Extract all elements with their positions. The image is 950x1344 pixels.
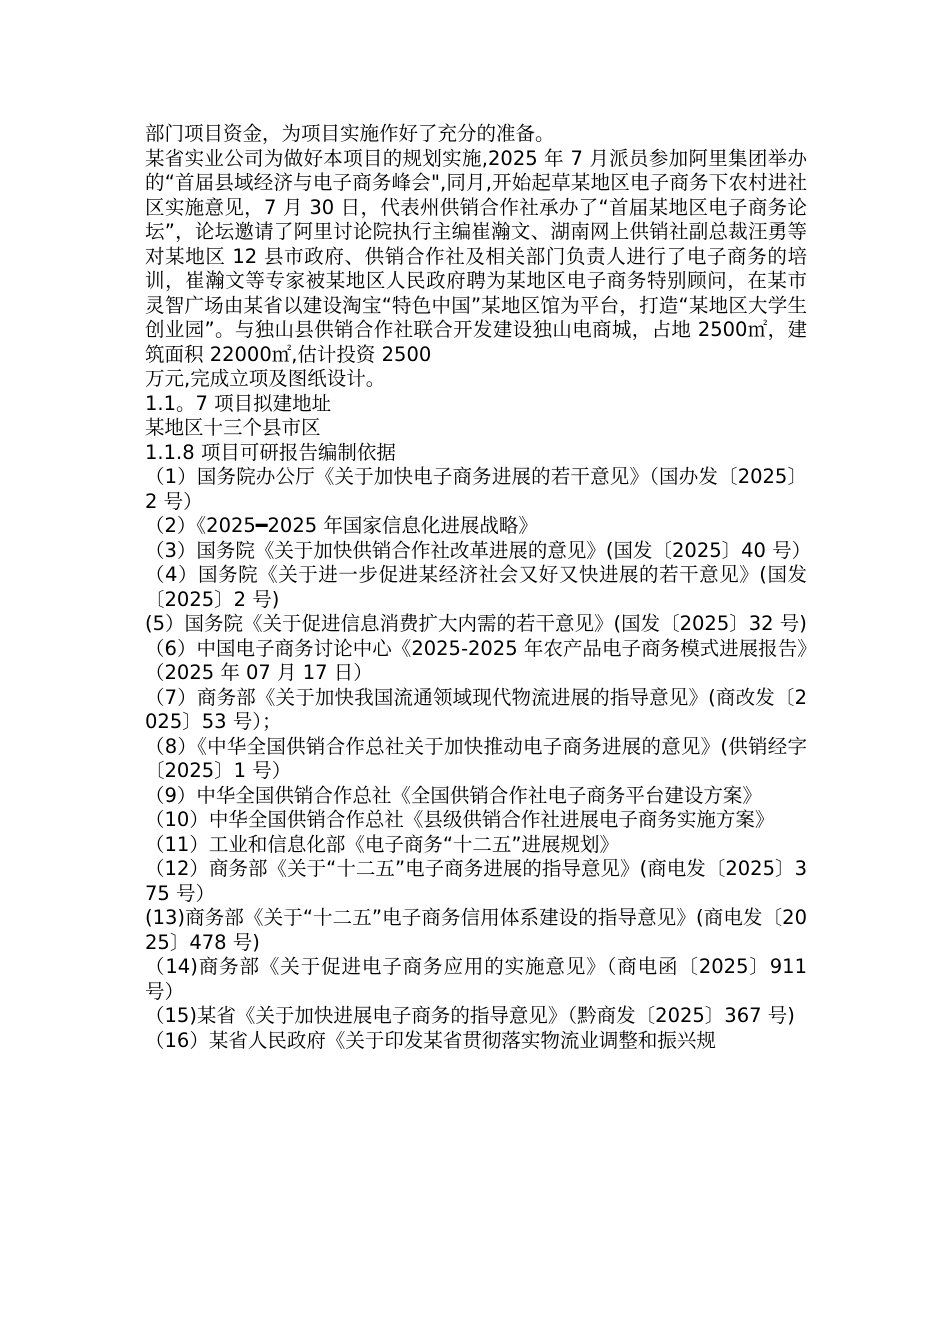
section-body: 某地区十三个县市区	[145, 416, 321, 439]
reference-item: （11）工业和信息化部《电子商务“十二五”进展规划》	[145, 832, 620, 856]
reference-item: (13)商务部《关于“十二五”电子商务信用体系建设的指导意见》(商电发〔2025〕478 号)	[145, 906, 807, 954]
reference-item: （9）中华全国供销合作总社《全国供销合作社电子商务平台建设方案》	[145, 783, 762, 807]
reference-item: （14)商务部《关于促进电子商务应用的实施意见》（商电函〔2025〕911 号）	[145, 955, 807, 1003]
reference-item: （15)某省《关于加快进展电子商务的指导意见》（黔商发〔2025〕367 号)	[145, 1004, 795, 1027]
reference-item: (5）国务院《关于促进信息消费扩大内需的若干意见》(国发〔2025〕32 号)	[145, 612, 807, 635]
reference-item: （2）《2025━2025 年国家信息化进展战略》	[145, 514, 538, 537]
reference-list	[145, 465, 812, 1053]
reference-item: （7）商务部《关于加快我国流通领域现代物流进展的指导意见》(商改发〔2025〕53 号）；	[145, 685, 807, 733]
reference-item: （4）国务院《关于进一步促进某经济社会又好又快进展的若干意见》(国发〔2025〕2 号)	[145, 563, 807, 611]
body-paragraph: 部门项目资金，为项目实施作好了充分的准备。	[145, 122, 555, 145]
reference-item: （12）商务部《关于“十二五”电子商务进展的指导意见》(商电发〔2025〕375 号）	[145, 857, 807, 905]
document-page	[145, 122, 812, 1053]
reference-item: （6）中国电子商务讨论中心《2025-2025 年农产品电子商务模式进展报告》（2025 年 07 月 17 日）	[145, 636, 807, 684]
section-heading: 1.1。7 项目拟建地址	[145, 391, 332, 415]
reference-item: （8）《中华全国供销合作总社关于加快推动电子商务进展的意见》(供销经字〔2025〕1 号）	[145, 734, 807, 782]
body-paragraph: 万元,完成立项及图纸设计。	[145, 367, 386, 390]
body-paragraph: 某省实业公司为做好本项目的规划实施,2025 年 7 月派员参加阿里集团举办的“首届县域经济与电子商务峰会",同月,开始起草某地区电子商务下农村进社区实施意见，7 月 30 日，代表州供销合作社承办了“首届某地区电子商务论坛”，论坛邀请了阿里讨论院执行主编崔瀚文、湖南网上供销社副总裁汪勇等对某地区 12 县市政府、供销合作社及相关部门负责人进行了电子商务的培训，崔瀚文等专家被某地区人民政府聘为某地区电子商务特别顾问，在某市灵智广场由某省以建设淘宝“特色中国”某地区馆为平台，打造“某地区大学生创业园”。与独山县供销合作社联合开发建设独山电商城，占地 2500㎡，建筑面积 22000㎡,估计投资 2500	[145, 146, 807, 366]
section-heading: 1.1.8 项目可研报告编制依据	[145, 440, 396, 464]
reference-item: （16）某省人民政府《关于印发某省贯彻落实物流业调整和振兴规	[145, 1028, 716, 1052]
reference-item: （1）国务院办公厅《关于加快电子商务进展的若干意见》（国办发〔2025〕2 号）	[145, 465, 807, 513]
reference-item: （10）中华全国供销合作总社《县级供销合作社进展电子商务实施方案》	[145, 808, 775, 831]
reference-item: （3）国务院《关于加快供销合作社改革进展的意见》(国发〔2025〕40 号）	[145, 538, 812, 562]
